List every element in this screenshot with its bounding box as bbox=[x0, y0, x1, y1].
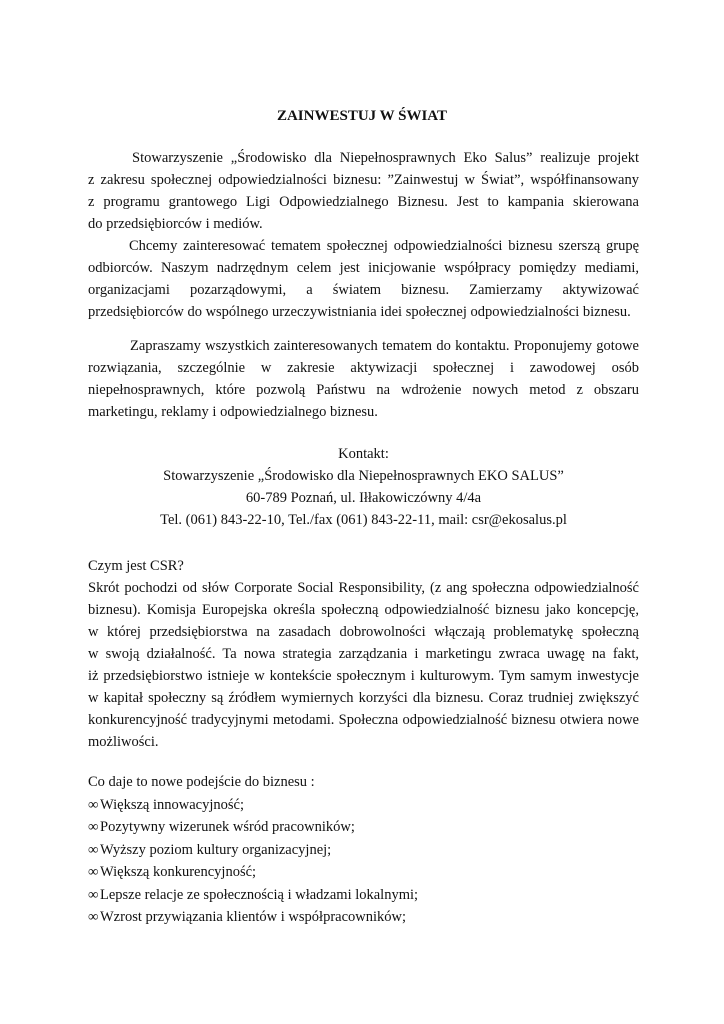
invite-line: marketingu, reklamy i odpowiedzialnego biznesu. bbox=[88, 404, 378, 420]
list-item-text: Pozytywny wizerunek wśród pracowników; bbox=[100, 819, 355, 835]
infinity-bullet-icon: ∞ bbox=[88, 796, 99, 813]
intro-line: Stowarzyszenie „Środowisko dla Niepełnosprawnych Eko Salus” realizuje projekt bbox=[132, 150, 639, 166]
invite-line: niepełnosprawnych, które pozwolą Państwu na wdrożenie nowych metod z obszaru bbox=[88, 382, 639, 398]
list-item-text: Wzrost przywiązania klientów i współpracowników; bbox=[100, 909, 407, 925]
list-item-text: Większą konkurencyjność; bbox=[100, 864, 257, 880]
list-item bbox=[88, 884, 639, 907]
csr-line: w której przedsiębiorstwa na zasadach dobrowolności włączają problematykę społeczną bbox=[88, 624, 639, 640]
infinity-bullet-icon: ∞ bbox=[88, 886, 99, 903]
csr-line: iż przedsiębiorstwo istnieje w kontekście społecznym i kulturowym. Tym samym inwestycje bbox=[88, 668, 639, 684]
invite-line: rozwiązania, szczególnie w zakresie aktywizacji społecznej i zawodowej osób bbox=[88, 360, 639, 376]
invite-line: Zapraszamy wszystkich zainteresowanych tematem do kontaktu. Proponujemy gotowe bbox=[130, 338, 639, 354]
contact-heading: Kontakt: bbox=[338, 446, 389, 462]
document-title: ZAINWESTUJ W ŚWIAT bbox=[276, 108, 448, 124]
csr-line: biznesu). Komisja Europejska określa społeczną odpowiedzialność biznesu jako koncepcję, bbox=[88, 602, 639, 618]
csr-line: w kapitał społeczny są źródłem wymiernych korzyści dla biznesu. Coraz trudniej zwiększyć bbox=[88, 690, 639, 706]
list-item bbox=[88, 861, 639, 884]
benefits-list bbox=[88, 771, 639, 929]
contact-phones-email: Tel. (061) 843-22-10, Tel./fax (061) 843-22-11, mail: csr@ekosalus.pl bbox=[160, 512, 567, 528]
list-item-text: Większą innowacyjność; bbox=[100, 796, 244, 813]
csr-line: w swoją działalność. Ta nowa strategia zarządzania i marketingu zwraca uwagę na fakt, bbox=[88, 646, 639, 662]
csr-section bbox=[88, 555, 639, 753]
intro-paragraph bbox=[88, 147, 639, 235]
goal-line: przedsiębiorców do wspólnego urzeczywistniania idei społecznej odpowiedzialności biznesu. bbox=[88, 304, 631, 320]
list-item-text: Wyższy poziom kultury organizacyjnej; bbox=[100, 841, 332, 858]
benefits-heading: Co daje to nowe podejście do biznesu : bbox=[88, 774, 315, 790]
contact-block bbox=[88, 443, 639, 531]
list-item bbox=[88, 794, 639, 817]
contact-address: 60-789 Poznań, ul. Iłłakowiczówny 4/4a bbox=[245, 490, 482, 506]
list-item-text: Lepsze relacje ze społecznością i władzami lokalnymi; bbox=[100, 886, 419, 903]
invite-paragraph bbox=[88, 335, 639, 423]
infinity-bullet-icon: ∞ bbox=[88, 819, 99, 835]
infinity-bullet-icon: ∞ bbox=[88, 909, 99, 925]
csr-line: możliwości. bbox=[88, 734, 159, 750]
list-item bbox=[88, 906, 639, 929]
csr-heading: Czym jest CSR? bbox=[88, 558, 184, 574]
goal-line: odbiorców. Naszym nadrzędnym celem jest inicjowanie współpracy pomiędzy mediami, bbox=[88, 260, 639, 276]
goal-line: Chcemy zainteresować tematem społecznej odpowiedzialności biznesu szerszą grupę bbox=[129, 238, 639, 254]
infinity-bullet-icon: ∞ bbox=[88, 864, 99, 880]
contact-organization: Stowarzyszenie „Środowisko dla Niepełnosprawnych EKO SALUS” bbox=[163, 468, 564, 484]
csr-line: Skrót pochodzi od słów Corporate Social Responsibility, (z ang społeczna odpowiedzialność bbox=[88, 580, 639, 596]
goal-line: organizacjami pozarządowymi, a światem biznesu. Zamierzamy aktywizować bbox=[88, 282, 639, 298]
list-item bbox=[88, 816, 639, 839]
intro-line: z programu grantowego Ligi Odpowiedzialnego Biznesu. Jest to kampania skierowana bbox=[88, 194, 639, 210]
infinity-bullet-icon: ∞ bbox=[88, 841, 99, 858]
intro-line: do przedsiębiorców i mediów. bbox=[88, 216, 263, 232]
csr-line: konkurencyjność tradycyjnymi metodami. Społeczna odpowiedzialność biznesu otwiera nowe bbox=[88, 712, 639, 728]
list-item bbox=[88, 839, 639, 862]
goal-paragraph bbox=[88, 235, 639, 323]
intro-line: z zakresu społecznej odpowiedzialności biznesu: ”Zainwestuj w Świat”, współfinansowany bbox=[88, 172, 639, 188]
